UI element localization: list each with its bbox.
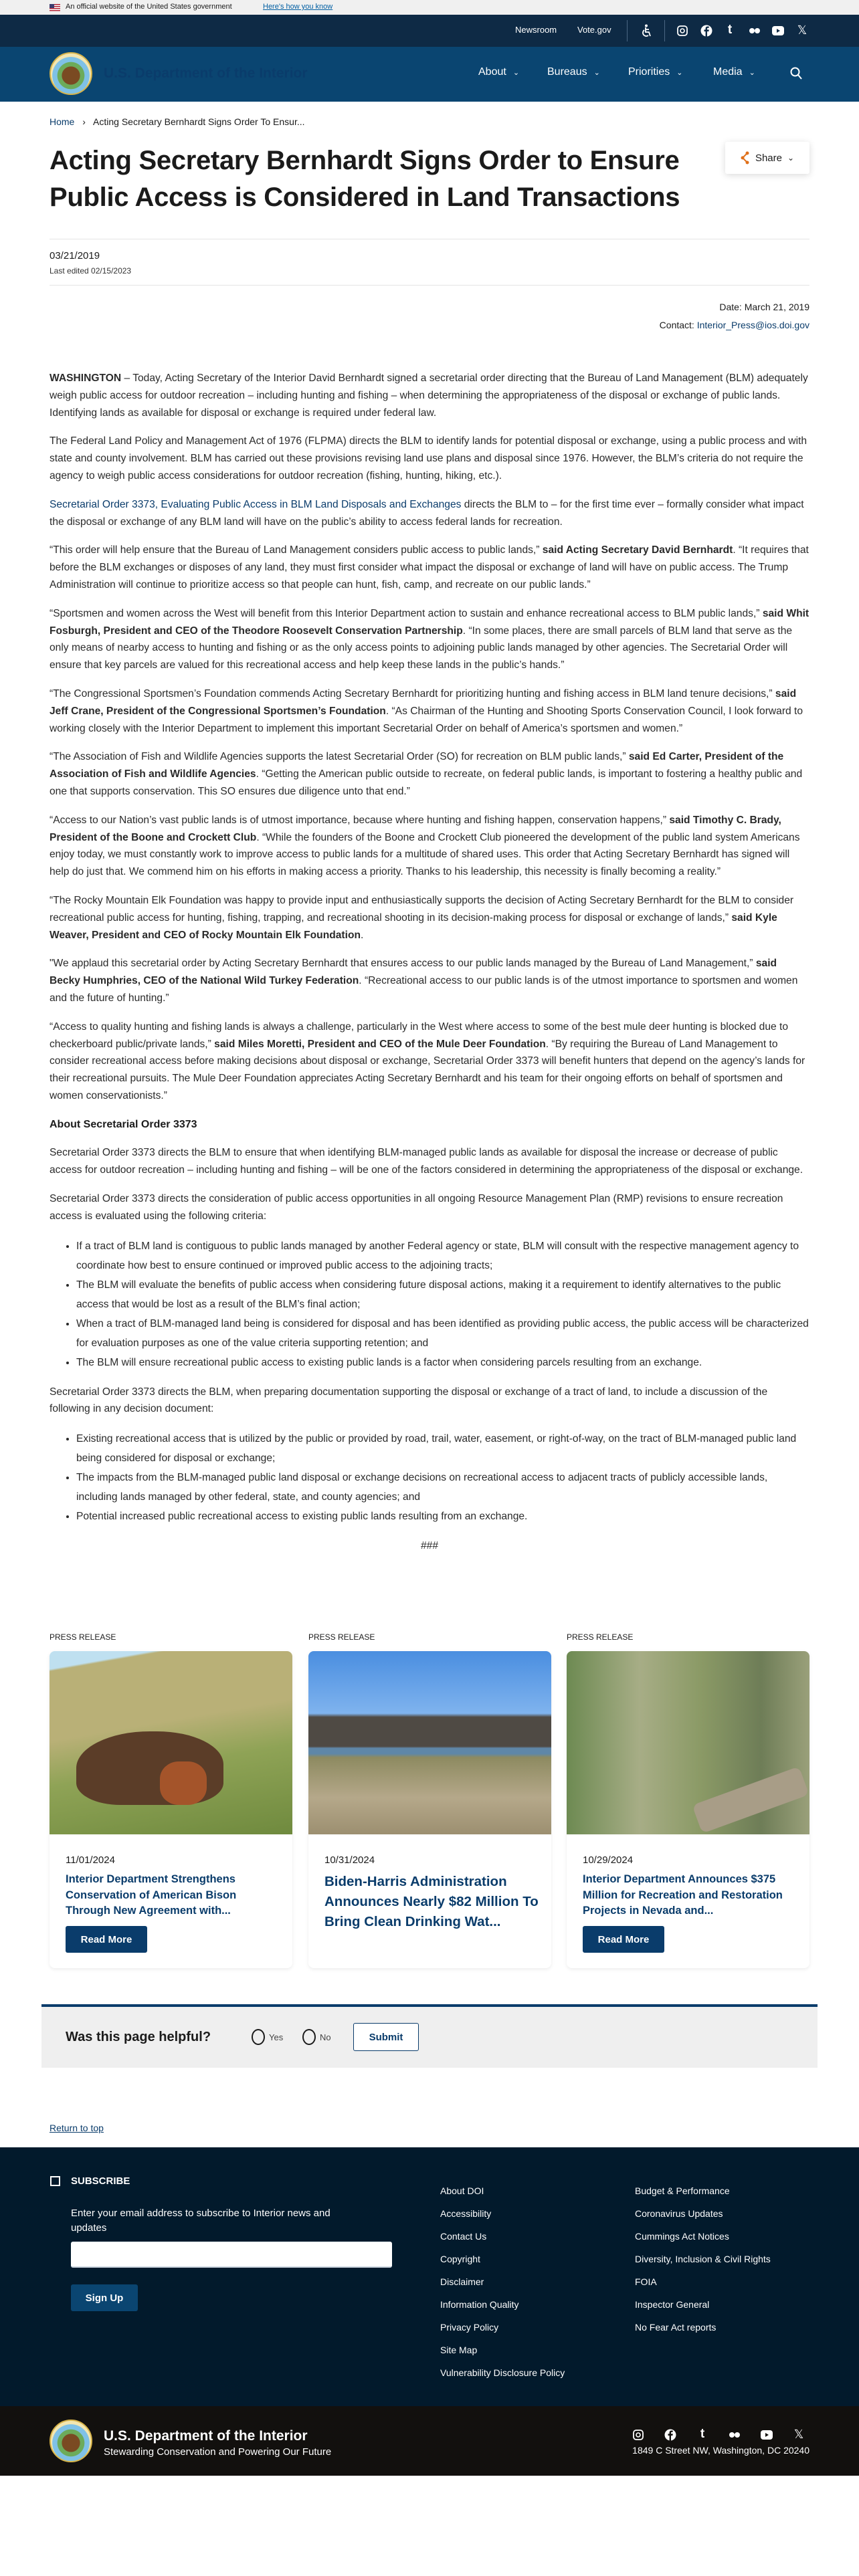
footer-tagline: Stewarding Conservation and Powering Our Future xyxy=(104,2446,332,2458)
paragraph-text: directs the BLM to – for the first time ever – formally consider what impact the disposal or exchange of any BLM land will have on the public’s ability to access federal lands for recreation. xyxy=(50,498,804,528)
paragraph-text: “The Rocky Mountain Elk Foundation was happy to provide input and enthusiastically supports the decision of Acting Secretary Bernhardt for the BLM to consider recreational public access for hunting, fishing, trapping, and recreational shooting in its decision-making process for disposal or exchange of lands,” xyxy=(50,894,794,924)
search-icon[interactable] xyxy=(789,67,803,80)
nav-label: About xyxy=(478,66,506,78)
breadcrumb-separator: › xyxy=(82,116,86,127)
footer-link[interactable]: Privacy Policy xyxy=(440,2322,499,2333)
footer-link[interactable]: Information Quality xyxy=(440,2299,519,2310)
footer-link[interactable]: Cummings Act Notices xyxy=(635,2231,729,2242)
list-item: • If a tract of BLM land is contiguous to public lands managed by another Federal agency or state, BLM will consult with the respective management agency to coordinate how best to ensure continued or improved public access to the adjoining tracts; xyxy=(76,1237,809,1275)
list-item: • The impacts from the BLM-managed public land disposal or exchange decisions on recreational access to adjacent tracts of publicly accessible lands, including lands managed by other federal, state, and county agencies; and xyxy=(76,1468,809,1507)
paragraph xyxy=(50,370,809,421)
nav-bureaus[interactable] xyxy=(547,66,600,78)
paragraph-text: “The Association of Fish and Wildlife Agencies supports the latest Secretarial Order (SO) for recreation on BLM public lands,” xyxy=(50,751,629,763)
paragraph xyxy=(50,1190,809,1225)
nav-label: Priorities xyxy=(628,66,670,78)
return-to-top-link[interactable]: Return to top xyxy=(50,2123,104,2133)
paragraph-text: . “While the founders of the Boone and Crockett Club pioneered the development of the public land system Americans enjoy today, we must constantly work to improve access to public lands for a multitude of shared uses. This order that Acting Secretary Bernhardt has signed will help do just that. We commend him on his efforts in making access a priority. Thanks to his leadership, this necessity is finally becoming a reality.” xyxy=(50,831,800,878)
newsroom-link[interactable]: Newsroom xyxy=(515,25,557,35)
radio-circle[interactable] xyxy=(302,2029,316,2045)
card-date: 11/01/2024 xyxy=(66,1854,115,1866)
criteria-list xyxy=(76,1237,809,1372)
paragraph-text: Secretarial Order 3373 directs the consideration of public access opportunities in all ongoing Resource Management Plan (RMP) revisions to ensure recreation access is evaluated using the following criteria: xyxy=(50,1193,783,1222)
paragraph-text: . “In some places, there are small parcels of BLM land that serve as the only means of nearby access to hunting and fishing or as the only access points to adjoining public lands managed by other agencies. The Secretarial Order will ensure that key parcels are valued for this recreational access and help keep these lands in the public’s hands.” xyxy=(50,625,793,671)
radio-circle[interactable] xyxy=(252,2029,265,2045)
paragraph xyxy=(50,812,809,881)
chevron-down-icon: ⌄ xyxy=(512,69,520,77)
subscribe-heading: SUBSCRIBE xyxy=(71,2175,130,2187)
publish-date: 03/21/2019 xyxy=(50,250,100,261)
last-edited: Last edited 02/15/2023 xyxy=(50,266,132,276)
paragraph xyxy=(50,1384,809,1418)
instagram-icon[interactable] xyxy=(676,24,689,37)
section-heading: About Secretarial Order 3373 xyxy=(50,1118,197,1130)
site-name-link[interactable]: U.S. Department of the Interior xyxy=(104,66,308,81)
paragraph-text: . xyxy=(361,929,364,941)
paragraph xyxy=(50,955,809,1006)
news-card[interactable] xyxy=(308,1651,551,1968)
share-button[interactable] xyxy=(725,142,809,174)
footer-link[interactable]: Budget & Performance xyxy=(635,2185,730,2196)
paragraph xyxy=(50,496,809,531)
flickr-icon[interactable] xyxy=(748,24,761,37)
mail-icon xyxy=(50,2176,60,2186)
bison-photo xyxy=(50,1651,292,1834)
list-item: • The BLM will ensure recreational public access to existing public lands is a factor when considering parcels resulting from an exchange. xyxy=(76,1353,809,1372)
heres-how-you-know-link[interactable]: Here's how you know xyxy=(263,3,333,11)
criteria-list xyxy=(76,1429,809,1526)
doi-seal-logo xyxy=(50,2420,92,2462)
speaker-attribution: WASHINGTON xyxy=(50,372,122,384)
speaker-attribution: said Ed Carter, President of the Association of Fish and Wildlife Agencies xyxy=(50,751,784,780)
radio-label: Yes xyxy=(269,2032,284,2042)
share-label: Share xyxy=(755,152,782,164)
article-body xyxy=(50,370,809,1566)
wetland-reeds-photo xyxy=(567,1651,809,1834)
radio-label: No xyxy=(320,2032,331,2042)
footer-site-name: U.S. Department of the Interior xyxy=(104,2428,308,2444)
paragraph xyxy=(50,542,809,593)
paragraph-text: . “Getting the American public outside to recreate, on federal public lands, is important to fostering a healthy public and one that supports conservation. This SO ensures due diligence unto that end.” xyxy=(50,768,803,797)
tumblr-icon[interactable]: t xyxy=(700,2427,705,2441)
footer-link[interactable]: Accessibility xyxy=(440,2208,492,2219)
list-item: • Existing recreational access that is utilized by the public or provided by road, trail, water, easement, or right-of-way, on the tract of BLM-managed public land being considered for disposal or exchange; xyxy=(76,1429,809,1468)
paragraph-text: – Today, Acting Secretary of the Interior David Bernhardt signed a secretarial order directing that the Bureau of Land Management (BLM) adequately weigh public access for outdoor recreation – including hunting and fishing – when determining the appropriateness of the disposal or exchange of public lands. Identifying lands as available for disposal or exchange is required under federal law. xyxy=(50,372,808,419)
subscribe-description: Enter your email address to subscribe to Interior news and updates xyxy=(71,2208,330,2234)
card-date: 10/31/2024 xyxy=(324,1854,375,1866)
press-meta xyxy=(660,298,809,334)
nav-about[interactable] xyxy=(478,66,519,78)
card-label: PRESS RELEASE xyxy=(567,1632,634,1642)
nav-label: Bureaus xyxy=(547,66,587,78)
footer-link[interactable]: Coronavirus Updates xyxy=(635,2208,723,2219)
footer-link[interactable]: No Fear Act reports xyxy=(635,2322,717,2333)
share-icon xyxy=(741,151,750,165)
gov-banner-text: An official website of the United States government xyxy=(66,3,232,11)
paragraph-text: . “As Chairman of the Hunting and Shooting Sports Conservation Council, I look forward to working closely with the Interior Department to implement this important Secretarial Order on behalf of America’s sportsmen and women.” xyxy=(50,705,803,734)
secretarial-order-link[interactable]: Secretarial Order 3373, Evaluating Public Access in BLM Land Disposals and Exchanges xyxy=(50,498,462,510)
us-flag-icon xyxy=(50,4,60,11)
facebook-icon[interactable] xyxy=(700,24,713,37)
footer-link[interactable]: About DOI xyxy=(440,2185,484,2196)
paragraph-text: The Federal Land Policy and Management Act of 1976 (FLPMA) directs the BLM to identify lands for potential disposal or exchange, using a public process and with state and county involvement. BLM has carried out these provisions revising land use plans and disposal since 1976. However, the BLM’s criteria do not require the agency to weigh public access considerations for outdoor recreation (fishing, hunting, hiking, etc.). xyxy=(50,435,807,481)
breadcrumb-home-link[interactable]: Home xyxy=(50,116,75,127)
x-icon[interactable]: 𝕏 xyxy=(793,2427,804,2441)
no-radio[interactable] xyxy=(302,2029,331,2045)
footer-identity xyxy=(0,2406,859,2476)
paragraph-text: “Sportsmen and women across the West will benefit from this Interior Department action to sustain and enhance recreational access to BLM public lands,” xyxy=(50,607,763,619)
youtube-icon[interactable] xyxy=(760,2428,773,2442)
paragraph-text: “The Congressional Sportsmen’s Foundation commends Acting Secretary Bernhardt for prioritizing hunting and fishing access in BLM land tenure decisions,” xyxy=(50,687,775,700)
chevron-down-icon: ⌄ xyxy=(593,69,600,77)
youtube-icon[interactable] xyxy=(771,24,785,37)
chevron-down-icon: ⌄ xyxy=(787,153,795,163)
gov-banner xyxy=(0,0,859,15)
paragraph-text: "We applaud this secretarial order by Acting Secretary Bernhardt that ensures access to our public lands managed by the Bureau of Land Management,” xyxy=(50,958,756,970)
footer-link[interactable]: FOIA xyxy=(635,2276,657,2287)
news-card[interactable] xyxy=(567,1651,809,1968)
facebook-icon[interactable] xyxy=(664,2428,677,2442)
card-date: 10/29/2024 xyxy=(583,1854,634,1866)
sign-up-button[interactable]: Sign Up xyxy=(71,2284,138,2311)
x-icon[interactable]: 𝕏 xyxy=(797,23,807,37)
list-item: • When a tract of BLM-managed land being is considered for disposal and has been identified as providing public access, the public access will be characterized for evaluation purposes as one of the value criteria supporting retention; and xyxy=(76,1314,809,1353)
list-item: • The BLM will evaluate the benefits of public access when considering future disposal actions, making it a requirement to identify alternatives to the public access that would be lost as a result of the BLM’s final action; xyxy=(76,1275,809,1314)
speaker-attribution: said Kyle Weaver, President and CEO of Rocky Mountain Elk Foundation xyxy=(50,911,777,941)
paragraph xyxy=(50,1018,809,1105)
paragraph xyxy=(50,748,809,800)
footer-link[interactable]: Site Map xyxy=(440,2345,478,2355)
end-marker: ### xyxy=(420,1540,439,1552)
footer-link[interactable]: Contact Us xyxy=(440,2231,487,2242)
yes-radio[interactable] xyxy=(252,2029,283,2045)
divider xyxy=(50,285,809,286)
footer-link[interactable]: Vulnerability Disclosure Policy xyxy=(440,2367,565,2378)
chevron-down-icon: ⌄ xyxy=(676,69,683,77)
paragraph xyxy=(50,1144,809,1179)
flickr-icon[interactable] xyxy=(728,2428,741,2442)
card-label: PRESS RELEASE xyxy=(50,1632,116,1642)
paragraph xyxy=(50,685,809,737)
footer xyxy=(0,2147,859,2406)
address: 1849 C Street NW, Washington, DC 20240 xyxy=(632,2445,809,2456)
email-input[interactable] xyxy=(71,2242,392,2268)
paragraph xyxy=(50,892,809,944)
accessibility-icon[interactable] xyxy=(639,24,652,37)
divider xyxy=(627,20,628,41)
footer-link[interactable]: Inspector General xyxy=(635,2299,710,2310)
card-label: PRESS RELEASE xyxy=(308,1632,375,1642)
footer-link[interactable]: Disclaimer xyxy=(440,2276,484,2287)
submit-button[interactable]: Submit xyxy=(353,2023,419,2051)
divider xyxy=(664,20,665,41)
speaker-attribution: said Jeff Crane, President of the Congressional Sportsmen’s Foundation xyxy=(50,687,797,717)
feedback-form xyxy=(41,2004,818,2068)
release-date: Date: March 21, 2019 xyxy=(719,302,809,312)
nav-priorities[interactable] xyxy=(628,66,682,78)
paragraph-text: Secretarial Order 3373 directs the BLM, when preparing documentation supporting the disposal or exchange of a tract of land, to include a discussion of the following in any decision document: xyxy=(50,1386,768,1415)
speaker-attribution: said Becky Humphries, CEO of the National Wild Turkey Federation xyxy=(50,958,777,987)
paragraph-text: . “By requiring the Bureau of Land Management to consider recreational access before making decisions about disposal or exchange, Secretarial Order 3373 will benefit hunters that depend on the agency’s lands for their recreational pursuits. The Mule Deer Foundation appreciates Acting Secretary Bernhardt and his team for their ongoing efforts on behalf of sportsmen and women conservationists.” xyxy=(50,1038,805,1101)
card-title[interactable]: Biden-Harris Administration Announces Nearly $82 Million To Bring Clean Drinking Wat... xyxy=(324,1874,539,1929)
vote-gov-link[interactable]: Vote.gov xyxy=(577,25,611,35)
contact-email-link[interactable]: Interior_Press@ios.doi.gov xyxy=(696,320,809,330)
nav-media[interactable] xyxy=(713,66,755,78)
news-card[interactable] xyxy=(50,1651,292,1968)
paragraph-text: . “It requires that before the BLM exchanges or disposes of any land, they must first consider what impact the disposal or exchange of land will have on public access. The Trump Administration will continue to prioritize access so that people can hunt, fish, camp, and recreate on our public lands.” xyxy=(50,544,809,591)
footer-link[interactable]: Diversity, Inclusion & Civil Rights xyxy=(635,2254,771,2264)
speaker-attribution: said Acting Secretary David Bernhardt xyxy=(542,544,733,556)
breadcrumb-current: Acting Secretary Bernhardt Signs Order To Ensur... xyxy=(93,116,305,127)
breadcrumb xyxy=(50,116,305,127)
speaker-attribution: said Whit Fosburgh, President and CEO of the Theodore Roosevelt Conservation Partnership xyxy=(50,607,809,637)
card-title[interactable]: Interior Department Announces $375 Million for Recreation and Restoration Projects in Nevada and... xyxy=(583,1873,783,1917)
main-header xyxy=(0,47,859,102)
contact-label: Contact: xyxy=(659,320,697,330)
footer-link[interactable]: Copyright xyxy=(440,2254,480,2264)
paragraph-text: “This order will help ensure that the Bureau of Land Management considers public access to public lands,” xyxy=(50,544,543,556)
feedback-question: Was this page helpful? xyxy=(66,2030,211,2044)
paragraph xyxy=(50,433,809,484)
read-more-button[interactable]: Read More xyxy=(583,1926,664,1953)
paragraph-text: “Access to our Nation’s vast public lands is of utmost importance, because where hunting and fishing happen, conservation happens,” xyxy=(50,814,670,826)
instagram-icon[interactable] xyxy=(632,2428,645,2442)
page-title: Acting Secretary Bernhardt Signs Order to Ensure Public Access is Considered in Land Transactions xyxy=(50,146,680,212)
list-item: • Potential increased public recreational access to existing public lands resulting from an exchange. xyxy=(76,1507,809,1526)
desert-lake-photo xyxy=(308,1651,551,1834)
card-title[interactable]: Interior Department Strengthens Conservation of American Bison Through New Agreement with... xyxy=(66,1873,237,1917)
speaker-attribution: said Timothy C. Brady, President of the Boone and Crockett Club xyxy=(50,814,781,843)
paragraph-text: Secretarial Order 3373 directs the BLM to ensure that when identifying BLM-managed public lands as available for disposal the increase or decrease of public access for outdoor recreation – including hunting and fishing – will be one of the factors considered in determining the appropriateness of the disposal or exchange. xyxy=(50,1147,803,1176)
paragraph-text: . “Recreational access to our public lands is of the utmost importance to sportsmen and women and the future of hunting.” xyxy=(50,975,798,1004)
nav-label: Media xyxy=(713,66,743,78)
paragraph-text: “Access to quality hunting and fishing lands is always a challenge, particularly in the West where access to some of the best mule deer hunting is blocked due to checkerboard public/private lands,” xyxy=(50,1021,789,1050)
utility-bar xyxy=(0,15,859,47)
paragraph xyxy=(50,605,809,674)
read-more-button[interactable]: Read More xyxy=(66,1926,147,1953)
tumblr-icon[interactable]: t xyxy=(727,23,733,37)
chevron-down-icon: ⌄ xyxy=(749,69,755,77)
doi-seal-logo[interactable] xyxy=(50,52,92,95)
speaker-attribution: said Miles Moretti, President and CEO of the Mule Deer Foundation xyxy=(214,1038,546,1050)
